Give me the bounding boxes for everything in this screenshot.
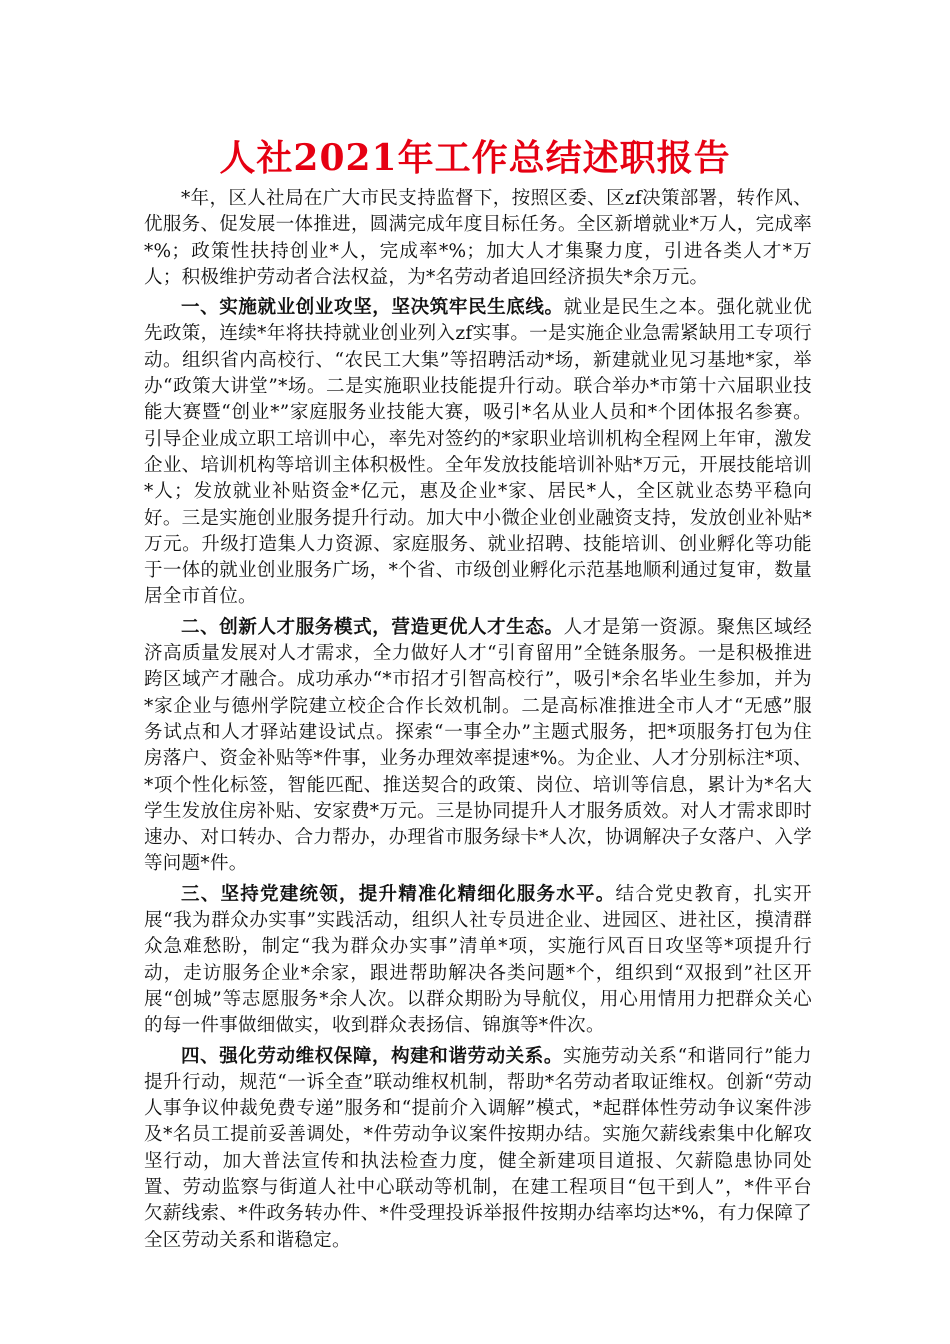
section-heading-4: 四、强化劳动维权保障，构建和谐劳动关系。 [181, 1045, 563, 1067]
section-text-1: 就业是民生之本。强化就业优先政策，连续*年将扶持就业创业列入zf实事。一是实施企业急需紧缺用工专项行动。组织省内高校行、“农民工大集”等招聘活动*场，新建就业见习基地*家，举办“政策大讲堂”*场。二是实施职业技能提升行动。联合举办*市第十六届职业技能大赛暨“创业*”家庭服务业技能大赛，吸引*名从业人员和*个团体报名参赛。引导企业成立职工培训中心，率先对签约的*家职业培训机构全程网上年审，激发企业、培训机构等培训主体积极性。全年发放技能培训补贴*万元，开展技能培训*人；发放就业补贴资金*亿元，惠及企业*家、居民*人，全区就业态势平稳向好。三是实施创业服务提升行动。加大中小微企业创业融资支持，发放创业补贴*万元。升级打造集人力资源、家庭服务、就业招聘、技能培训、创业孵化等功能于一体的就业创业服务广场，*个省、市级创业孵化示范基地顺利通过复审，数量居全市首位。 [144, 297, 812, 608]
intro-paragraph: *年，区人社局在广大市民支持监督下，按照区委、区zf决策部署，转作风、优服务、促发展一体推进，圆满完成年度目标任务。全区新增就业*万人，完成率*%；政策性扶持创业*人，完成率*%；加大人才集聚力度，引进各类人才*万人；积极维护劳动者合法权益，为*名劳动者追回经济损失*余万元。 [144, 188, 812, 288]
section-text-2: 人才是第一资源。聚焦区域经济高质量发展对人才需求，全力做好人才“引育留用”全链条服务。一是积极推进跨区域产才融合。成功承办“*市招才引智高校行”，吸引*余名毕业生参加，并为*家企业与德州学院建立校企合作长效机制。二是高标准推进全市人才“无感”服务试点和人才驿站建设试点。探索“一事全办”主题式服务，把*项服务打包为住房落户、资金补贴等*件事，业务办理效率提速*%。为企业、人才分别标注*项、*项个性化标签，智能匹配、推送契合的政策、岗位、培训等信息，累计为*名大学生发放住房补贴、安家费*万元。三是协同提升人才服务质效。对人才需求即时速办、对口转办、合力帮办，办理省市服务绿卡*人次，协调解决子女落户、入学等问题*件。 [144, 616, 812, 875]
section-paragraph-2 [144, 615, 812, 878]
document-title: 人社2021年工作总结述职报告 [219, 137, 731, 179]
document-body [144, 186, 812, 1258]
section-text-4: 实施劳动关系“和谐同行”能力提升行动，规范“一诉全查”联动维权机制，帮助*名劳动者取证维权。创新“劳动人事争议仲裁免费专递”服务和“提前介入调解”模式，*起群体性劳动争议案件涉及*名员工提前妥善调处，*件劳动争议案件按期办结。实施欠薪线索集中化解攻坚行动，加大普法宣传和执法检查力度，健全新建项目道报、欠薪隐患协同处置、劳动监察与街道人社中心联动等机制，在建工程项目“包干到人”，*件平台欠薪线索、*件政务转办件、*件受理投诉举报件按期办结率均达*%，有力保障了全区劳动关系和谐稳定。 [144, 1045, 812, 1251]
section-paragraph-1 [144, 295, 812, 611]
section-paragraph-4 [144, 1044, 812, 1254]
section-heading-2: 二、创新人才服务模式，营造更优人才生态。 [181, 616, 564, 638]
section-paragraph-3 [144, 882, 812, 1040]
section-heading-1: 一、实施就业创业攻坚，坚决筑牢民生底线。 [181, 297, 564, 319]
section-heading-3: 三、坚持党建统领，提升精准化精细化服务水平。 [181, 883, 616, 905]
section-text-3: 结合党史教育，扎实开展“我为群众办实事”实践活动，组织人社专员进企业、进园区、进社区，摸清群众急难愁盼，制定“我为群众办实事”清单*项，实施行风百日攻坚等*项提升行动，走访服务企业*余家，跟进帮助解决各类问题*个，组织到“双报到”社区开展“创城”等志愿服务*余人次。以群众期盼为导航仪，用心用情用力把群众关心的每一件事做细做实，收到群众表扬信、锦旗等*件次。 [144, 883, 812, 1037]
